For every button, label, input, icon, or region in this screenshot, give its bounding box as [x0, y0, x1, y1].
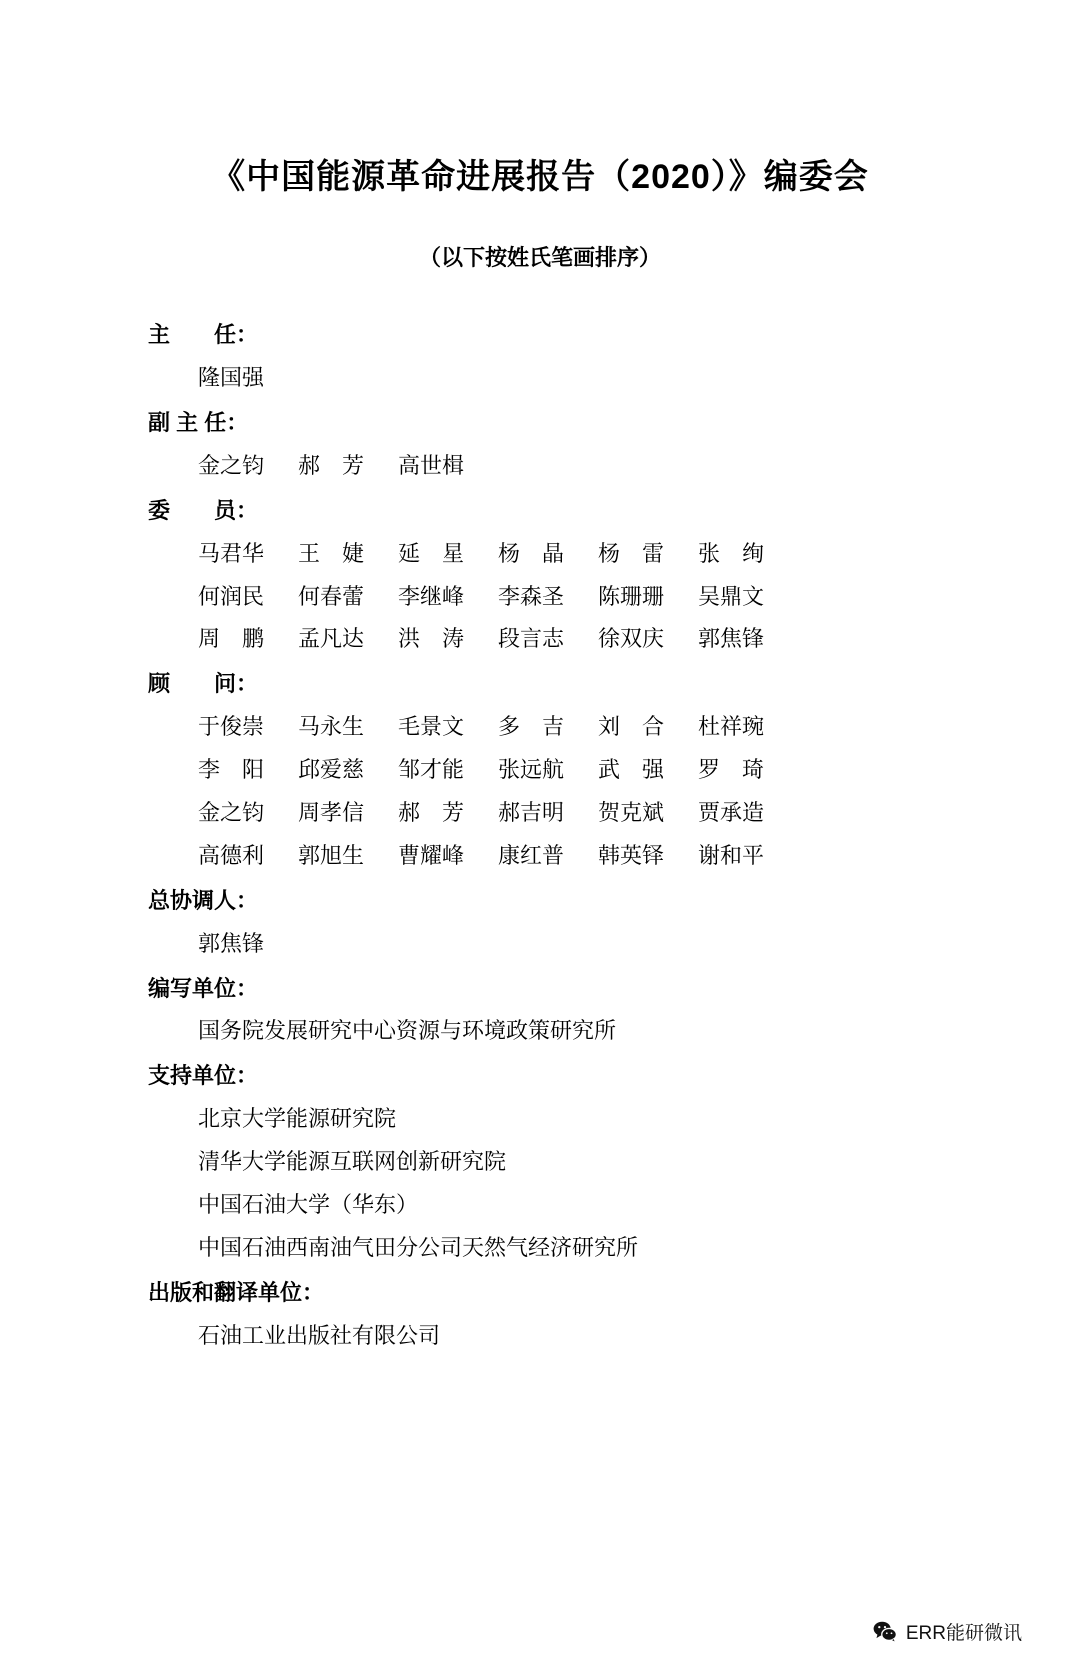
person-name: 周孝信: [298, 799, 365, 825]
person-name: 张远航: [498, 757, 565, 783]
section-label: 委 员：: [148, 497, 259, 523]
section-label: 总协调人：: [148, 887, 259, 913]
person-name: 李森圣: [498, 583, 565, 609]
person-name: 李继峰: [398, 583, 465, 609]
person-name: 郝吉明: [498, 799, 565, 825]
person-name: 高德利: [198, 842, 265, 868]
section-line: 国务院发展研究中心资源与环境政策研究所: [198, 1018, 617, 1044]
footer-badge-label: ERR能研微讯: [905, 1623, 1022, 1644]
person-name: 杜祥琬: [698, 714, 765, 740]
person-name: 吴鼎文: [698, 583, 765, 609]
name-row: [198, 445, 940, 488]
wechat-icon: [872, 1619, 898, 1645]
person-name: 谢和平: [698, 842, 765, 868]
section-body: [140, 533, 940, 662]
person-name: 金之钧: [198, 799, 265, 825]
person-name: 孟凡达: [298, 626, 365, 652]
person-name: 郝 芳: [298, 452, 365, 478]
person-name: 贾承造: [698, 799, 765, 825]
person-name: 贺克斌: [598, 799, 665, 825]
person-name: 杨 晶: [498, 540, 565, 566]
section-label: 编写单位：: [148, 975, 259, 1001]
sections-container: [140, 314, 940, 1357]
footer-badge: [872, 1618, 1022, 1645]
person-name: 郭焦锋: [698, 626, 765, 652]
section-line: 清华大学能源互联网创新研究院: [198, 1149, 507, 1175]
section-body: [140, 1098, 940, 1270]
person-name: 延 星: [398, 540, 465, 566]
section-line: 北京大学能源研究院: [198, 1106, 397, 1132]
person-name: 韩英铎: [598, 842, 665, 868]
person-name: 徐双庆: [598, 626, 665, 652]
person-name: 郝 芳: [398, 799, 465, 825]
document-section: [140, 663, 940, 877]
person-name: 陈珊珊: [598, 583, 665, 609]
person-name: 张 绚: [698, 540, 765, 566]
section-body: [140, 923, 940, 966]
section-label: 顾 问：: [148, 671, 259, 697]
section-body: [140, 357, 940, 400]
person-name: 郭旭生: [298, 842, 365, 868]
document-section: [140, 1272, 940, 1358]
person-name: 杨 雷: [598, 540, 665, 566]
page-subtitle: （以下按姓氏笔画排序）: [418, 245, 661, 271]
section-line: 石油工业出版社有限公司: [198, 1322, 441, 1348]
section-body: [140, 1315, 940, 1358]
person-name: 康红普: [498, 842, 565, 868]
document-section: [140, 880, 940, 966]
section-line: 中国石油西南油气田分公司天然气经济研究所: [198, 1234, 639, 1260]
section-body: [140, 1010, 940, 1053]
name-row: [198, 792, 940, 835]
section-label: 出版和翻译单位：: [148, 1279, 325, 1305]
person-name: 罗 琦: [698, 757, 765, 783]
person-name: 武 强: [598, 757, 665, 783]
person-name: 段言志: [498, 626, 565, 652]
section-line: 郭焦锋: [198, 930, 265, 956]
document-section: [140, 968, 940, 1054]
person-name: 刘 合: [598, 714, 665, 740]
section-label: 支持单位：: [148, 1063, 259, 1089]
document-section: [140, 314, 940, 400]
person-name: 何春蕾: [298, 583, 365, 609]
section-label: 副 主 任：: [148, 409, 249, 435]
person-name: 李 阳: [198, 757, 265, 783]
person-name: 毛景文: [398, 714, 465, 740]
section-label: 主 任：: [148, 322, 259, 348]
person-name: 周 鹏: [198, 626, 265, 652]
person-name: 何润民: [198, 583, 265, 609]
person-name: 于俊崇: [198, 714, 265, 740]
name-row: [198, 706, 940, 749]
person-name: 金之钧: [198, 452, 265, 478]
name-row: [198, 576, 940, 619]
name-row: [198, 533, 940, 576]
person-name: 邱爱慈: [298, 757, 365, 783]
person-name: 马君华: [198, 540, 265, 566]
page-title: 《中国能源革命进展报告（2020）》编委会: [211, 158, 869, 196]
person-name: 洪 涛: [398, 626, 465, 652]
person-name: 马永生: [298, 714, 365, 740]
document-section: [140, 402, 940, 488]
name-row: [198, 618, 940, 661]
section-line: 中国石油大学（华东）: [198, 1192, 419, 1217]
document-page: [0, 155, 1080, 1673]
person-name: 高世楫: [398, 452, 465, 478]
name-row: [198, 835, 940, 878]
document-section: [140, 1055, 940, 1269]
section-body: [140, 445, 940, 488]
person-name: 邹才能: [398, 757, 465, 783]
name-row: [198, 749, 940, 792]
person-name: 曹耀峰: [398, 842, 465, 868]
person-name: 王 婕: [298, 540, 365, 566]
document-section: [140, 490, 940, 662]
person-name: 多 吉: [498, 714, 565, 740]
section-line: 隆国强: [198, 365, 265, 391]
section-body: [140, 706, 940, 878]
